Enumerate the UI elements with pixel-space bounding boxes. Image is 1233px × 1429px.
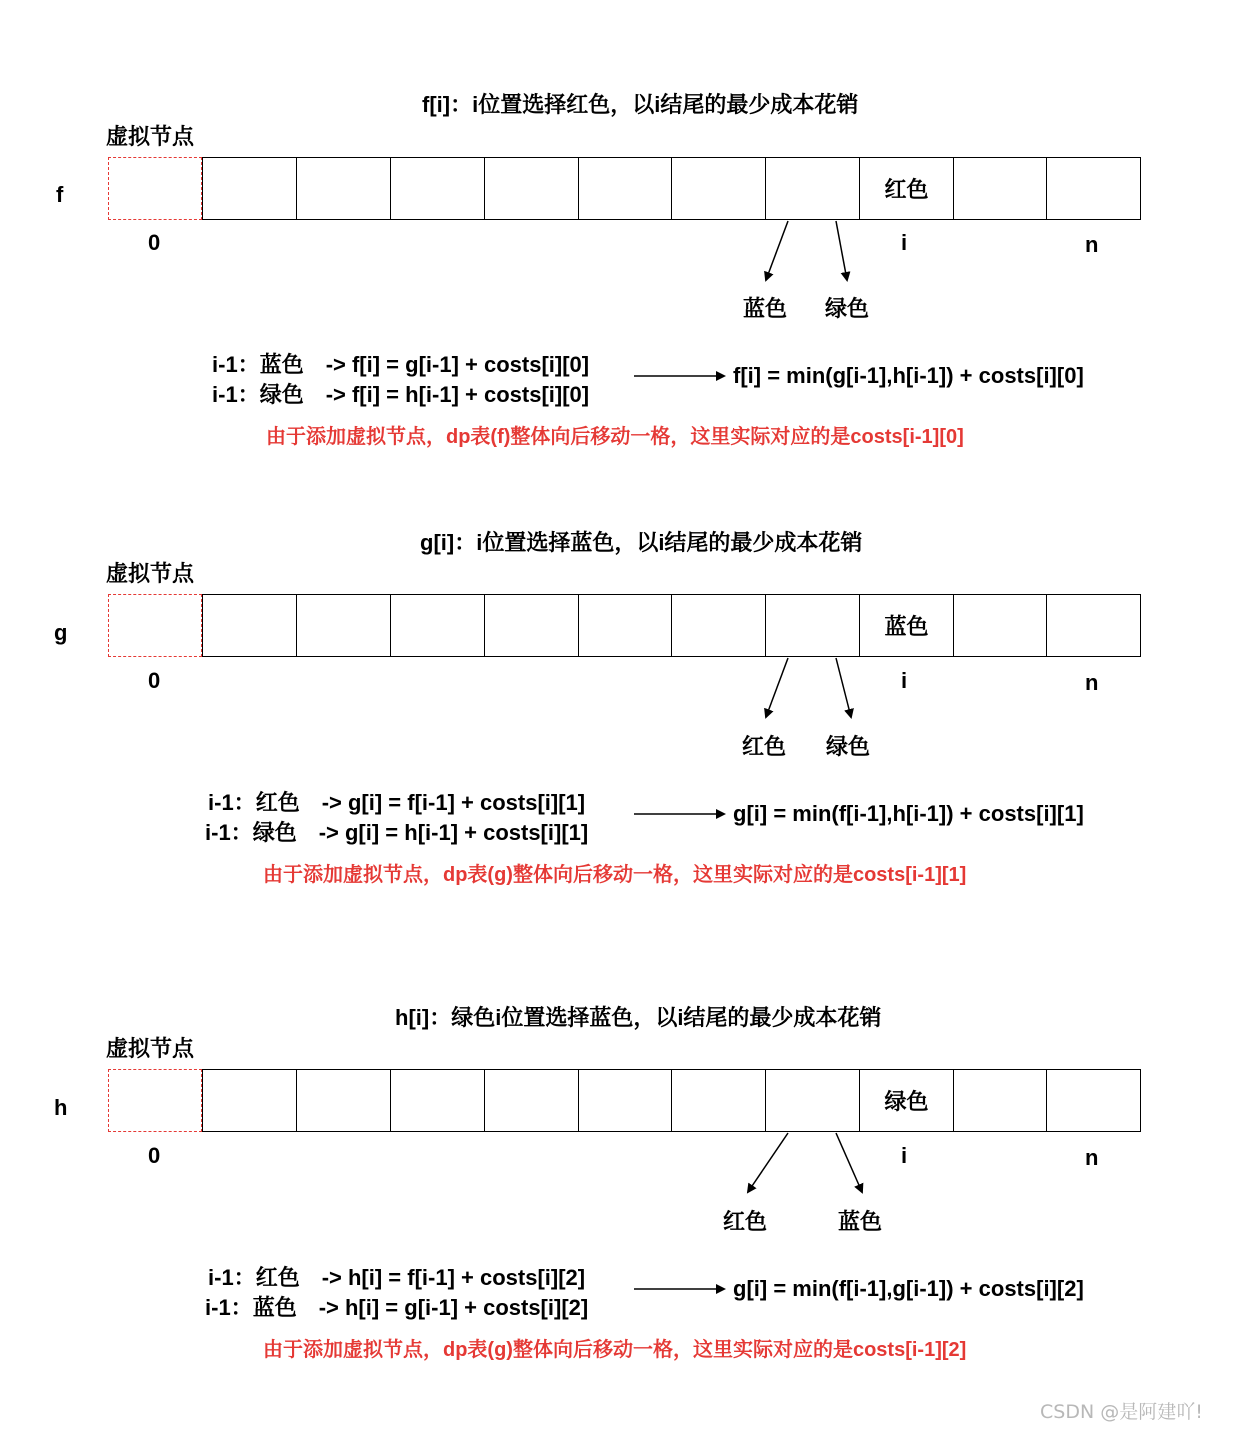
eq-formula: -> h[i] = g[i-1] + costs[i][2] — [318, 1295, 589, 1320]
eq-color: 蓝色 — [259, 352, 304, 377]
index-n: n — [1085, 1145, 1099, 1170]
branch-arrow-right — [836, 1133, 862, 1192]
eq-color: 红色 — [255, 1265, 300, 1290]
table-label: f — [56, 182, 64, 207]
virtual-node-label: 虚拟节点 — [106, 1036, 195, 1061]
branch-arrow-right — [836, 658, 851, 717]
branch-arrow-right — [836, 221, 847, 280]
eq-formula: -> h[i] = f[i-1] + costs[i][2] — [321, 1265, 586, 1290]
eq-prefix: i-1： — [212, 382, 260, 407]
dp-cell-current: 绿色 — [859, 1069, 954, 1132]
offset-note: 由于添加虚拟节点，dp表(f)整体向后移动一格，这里实际对应的是costs[i-1][0] — [266, 426, 964, 448]
branch-left-label: 红色 — [742, 734, 787, 759]
table-label: h — [54, 1095, 68, 1120]
branch-right-label: 绿色 — [825, 296, 870, 321]
branch-right-label: 蓝色 — [838, 1209, 883, 1234]
result-equation: f[i] = min(g[i-1],h[i-1]) + costs[i][0] — [733, 363, 1084, 388]
index-0: 0 — [148, 230, 161, 255]
offset-note: 由于添加虚拟节点，dp表(g)整体向后移动一格，这里实际对应的是costs[i-1][1] — [263, 864, 967, 886]
branch-arrow-left — [766, 221, 788, 280]
offset-note: 由于添加虚拟节点，dp表(g)整体向后移动一格，这里实际对应的是costs[i-1][2] — [263, 1339, 967, 1361]
eq-formula: -> g[i] = h[i-1] + costs[i][1] — [318, 820, 589, 845]
panel-title: h[i]：绿色i位置选择蓝色，以i结尾的最少成本花销 — [395, 1005, 882, 1030]
branch-left-label: 蓝色 — [743, 296, 788, 321]
eq-prefix: i-1： — [208, 790, 256, 815]
virtual-node-label: 虚拟节点 — [106, 561, 195, 586]
index-0: 0 — [148, 668, 161, 693]
branch-left-label: 红色 — [723, 1209, 768, 1234]
eq-formula: -> g[i] = f[i-1] + costs[i][1] — [321, 790, 586, 815]
eq-formula: -> f[i] = g[i-1] + costs[i][0] — [325, 352, 590, 377]
branch-arrow-left — [766, 658, 788, 717]
panel-title: f[i]：i位置选择红色，以i结尾的最少成本花销 — [422, 92, 859, 117]
virtual-node-label: 虚拟节点 — [106, 124, 195, 149]
dp-cell-current: 红色 — [859, 157, 954, 220]
index-i: i — [901, 230, 908, 255]
index-i: i — [901, 668, 908, 693]
index-n: n — [1085, 232, 1099, 257]
eq-prefix: i-1： — [205, 820, 253, 845]
result-equation: g[i] = min(f[i-1],h[i-1]) + costs[i][1] — [733, 801, 1084, 826]
table-label: g — [54, 620, 68, 645]
watermark: CSDN @是阿建吖! — [1040, 1401, 1203, 1423]
eq-prefix: i-1： — [205, 1295, 253, 1320]
eq-color: 蓝色 — [252, 1295, 297, 1320]
eq-prefix: i-1： — [212, 352, 260, 377]
index-n: n — [1085, 670, 1099, 695]
branch-right-label: 绿色 — [826, 734, 871, 759]
panel-title: g[i]：i位置选择蓝色，以i结尾的最少成本花销 — [420, 530, 863, 555]
result-equation: g[i] = min(f[i-1],g[i-1]) + costs[i][2] — [733, 1276, 1084, 1301]
eq-prefix: i-1： — [208, 1265, 256, 1290]
index-0: 0 — [148, 1143, 161, 1168]
eq-color: 红色 — [255, 790, 300, 815]
eq-formula: -> f[i] = h[i-1] + costs[i][0] — [325, 382, 590, 407]
branch-arrow-left — [748, 1133, 788, 1192]
dp-cell-current: 蓝色 — [859, 594, 954, 657]
eq-color: 绿色 — [259, 382, 304, 407]
eq-color: 绿色 — [252, 820, 297, 845]
index-i: i — [901, 1143, 908, 1168]
